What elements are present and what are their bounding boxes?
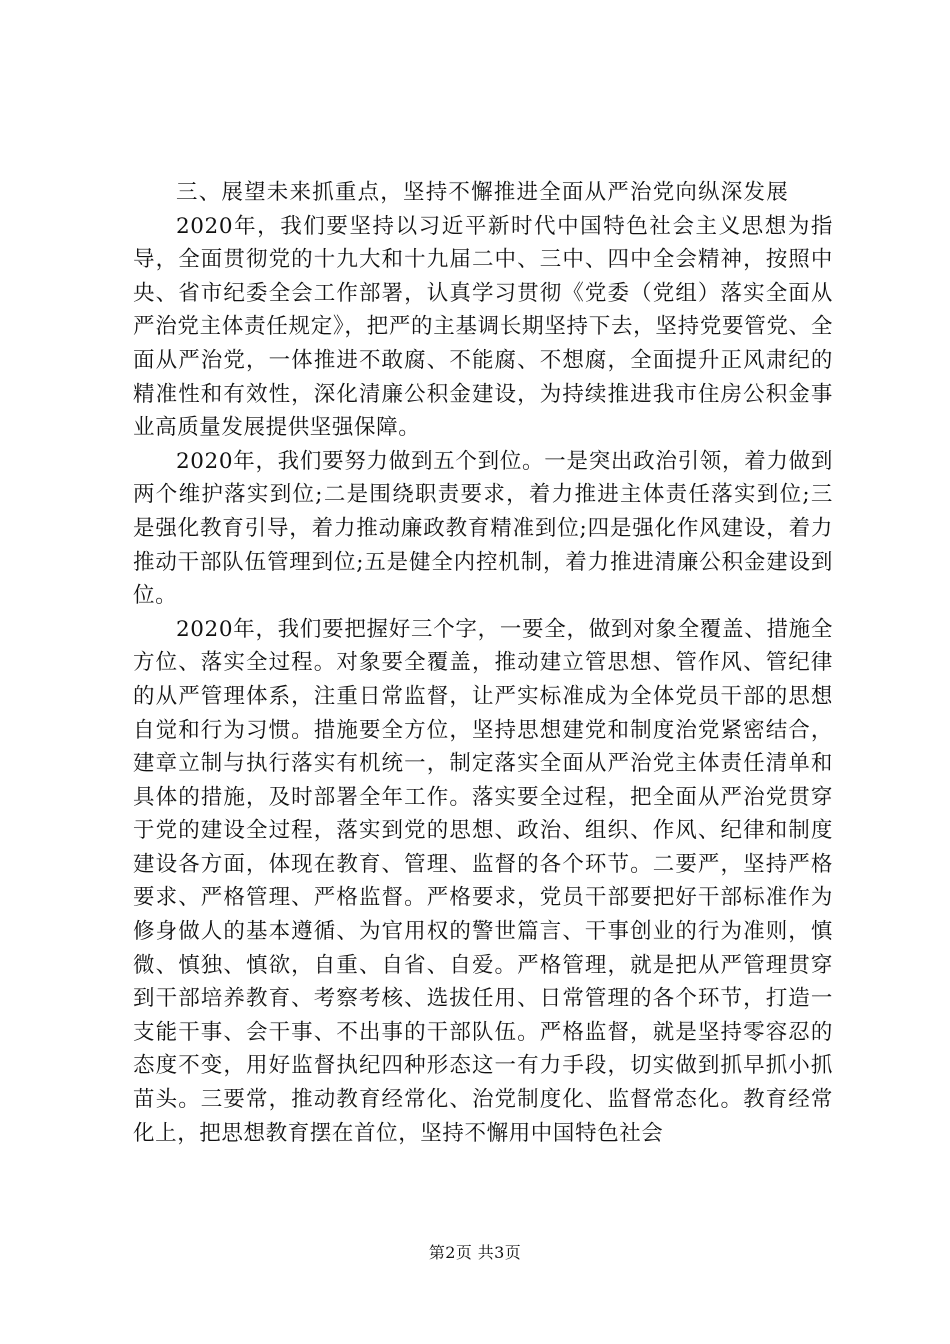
- section-heading: 三、展望未来抓重点，坚持不懈推进全面从严治党向纵深发展: [176, 180, 789, 205]
- document-body: [133, 176, 833, 1150]
- paragraph-three-words: 2020年，我们要把握好三个字，一要全，做到对象全覆盖、措施全方位、落实全过程。对象要全覆盖，推动建立管思想、管作风、管纪律的从严管理体系，注重日常监督，让严实标准成为全体党员干部的思想自觉和行为习惯。措施要全方位，坚持思想建党和制度治党紧密结合，建章立制与执行落实有机统一，制定落实全面从严治党主体责任清单和具体的措施，及时部署全年工作。落实要全过程，把全面从严治党贯穿于党的建设全过程，落实到党的思想、政治、组织、作风、纪律和制度建设各方面，体现在教育、管理、监督的各个环节。二要严，坚持严格要求、严格管理、严格监督。严格要求，党员干部要把好干部标准作为修身做人的基本遵循、为官用权的警世篇言、干事创业的行为准则，慎微、慎独、慎欲，自重、自省、自爱。严格管理，就是把从严管理贯穿到干部培养教育、考察考核、选拔任用、日常管理的各个环节，打造一支能干事、会干事、不出事的干部队伍。严格监督，就是坚持零容忍的态度不变，用好监督执纪四种形态这一有力手段，切实做到抓早抓小抓苗头。三要常，推动教育经常化、治党制度化、监督常态化。教育经常化上，把思想教育摆在首位，坚持不懈用中国特色社会: [133, 616, 833, 1146]
- paragraph-guiding-principles: 2020年，我们要坚持以习近平新时代中国特色社会主义思想为指导，全面贯彻党的十九大和十九届二中、三中、四中全会精神，按照中央、省市纪委全会工作部署，认真学习贯彻《党委（党组）落实全面从严治党主体责任规定》，把严的主基调长期坚持下去，坚持党要管党、全面从严治党，一体推进不敢腐、不能腐、不想腐，全面提升正风肃纪的精准性和有效性，深化清廉公积金建设，为持续推进我市住房公积金事业高质量发展提供坚强保障。: [133, 213, 833, 441]
- page-footer: 第2页 共3页: [428, 1243, 522, 1262]
- paragraph-five-in-place: 2020年，我们要努力做到五个到位。一是突出政治引领，着力做到两个维护落实到位;二是围绕职责要求，着力推进主体责任落实到位;三是强化教育引导，着力推动廉政教育精准到位;四是强化作风建设，着力推动干部队伍管理到位;五是健全内控机制，着力推进清廉公积金建设到位。: [133, 448, 833, 609]
